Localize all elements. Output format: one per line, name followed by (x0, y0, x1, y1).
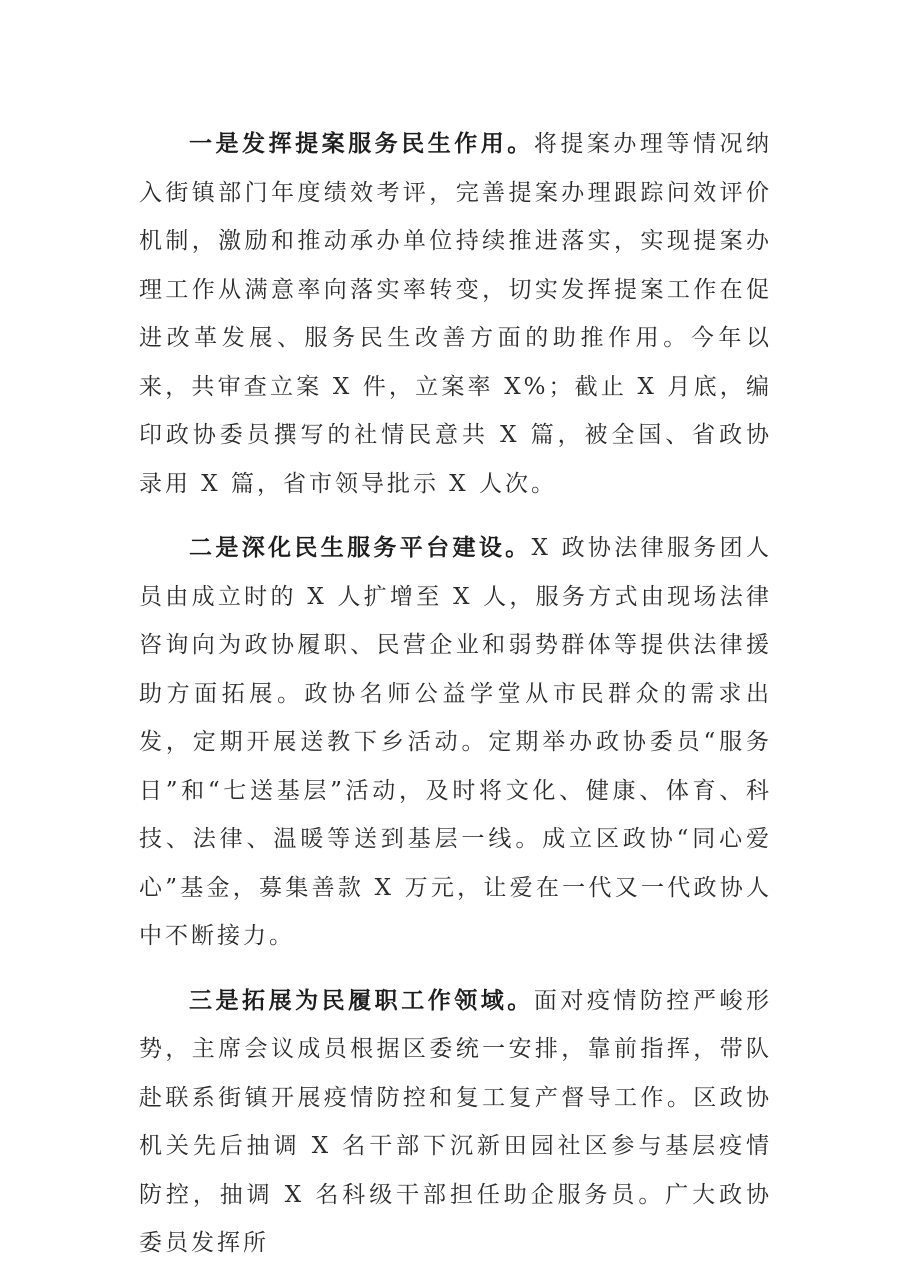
paragraph-1-lead: 一是发挥提案服务民生作用。 (189, 130, 534, 157)
paragraph-1-body: 将提案办理等情况纳入街镇部门年度绩效考评，完善提案办理跟踪问效评价机制，激励和推动承办单位持续推进落实，实现提案办理工作从满意率向落实率转变，切实发挥提案工作在促进改革发展、服务民生改善方面的助推作用。今年以来，共审查立案 X 件，立案率 X%；截止 X 月底，编印政协委员撰写的社情民意共 X 篇，被全国、省政协录用 X 篇，省市领导批示 X 人次。 (139, 131, 773, 497)
paragraph-2 (139, 524, 772, 961)
document-body (139, 120, 772, 1284)
paragraph-3 (139, 977, 772, 1268)
paragraph-3-body: 面对疫情防控严峻形势，主席会议成员根据区委统一安排，靠前指挥，带队赴联系街镇开展疫情防控和复工复产督导工作。区政协机关先后抽调 X 名干部下沉新田园社区参与基层疫情防控，抽调 X 名科级干部担任助企服务员。广大政协委员发挥所 (139, 987, 773, 1256)
paragraph-2-lead: 二是深化民生服务平台建设。 (189, 534, 532, 561)
paragraph-3-lead: 三是拓展为民履职工作领域。 (189, 986, 534, 1014)
paragraph-1 (139, 120, 772, 508)
paragraph-2-body: X 政协法律服务团人员由成立时的 X 人扩增至 X 人，服务方式由现场法律咨询向为政协履职、民营企业和弱势群体等提供法律援助方面拓展。政协名师公益学堂从市民群众的需求出发，定期开展送教下乡活动。定期举办政协委员“服务日”和“七送基层”活动，及时将文化、健康、体育、科技、法律、温暖等送到基层一线。成立区政协“同心爱心”基金，募集善款 X 万元，让爱在一代又一代政协人中不断接力。 (139, 535, 773, 949)
